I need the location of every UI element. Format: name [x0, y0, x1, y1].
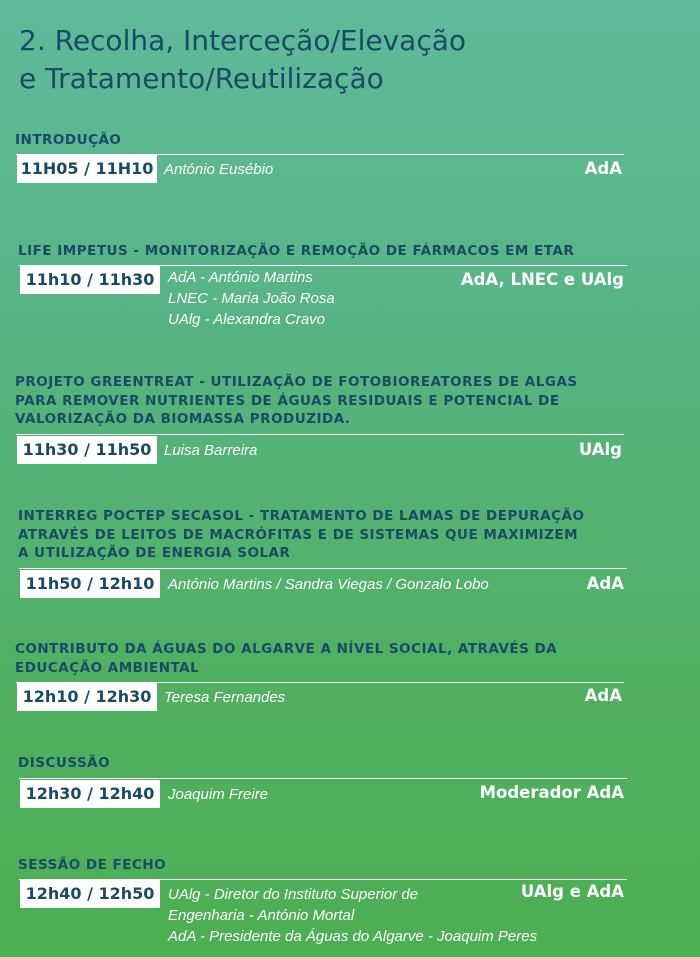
- time-slot: 11h50 / 12h10: [20, 570, 160, 598]
- speaker-list: Joaquim Freire: [168, 786, 269, 803]
- separator-line: [16, 434, 624, 435]
- organization-label: AdA: [584, 686, 622, 705]
- organization-label: AdA: [586, 574, 624, 593]
- time-slot: 12h10 / 12h30: [17, 683, 157, 711]
- session-heading: SESSÃO DE FECHO: [18, 857, 167, 873]
- speaker-list: AdA - António Martins LNEC - Maria João Rosa UAlg - Alexandra Cravo: [168, 269, 335, 328]
- page-title-line-2: e Tratamento/Reutilização: [19, 62, 384, 95]
- time-slot: 11h30 / 11h50: [17, 436, 157, 464]
- page-title: [19, 22, 466, 98]
- separator-line: [19, 778, 627, 779]
- organization-label: AdA, LNEC e UAlg: [460, 270, 624, 289]
- speaker-list: UAlg - Diretor do Instituto Superior de Engenharia - António Mortal AdA - Presidente da Águas do Algarve - Joaquim Peres: [168, 886, 538, 945]
- speaker-list: Luisa Barreira: [164, 442, 258, 459]
- session-heading: DISCUSSÃO: [18, 755, 111, 771]
- organization-label: AdA: [584, 159, 622, 178]
- page-title-line-1: 2. Recolha, Interceção/Elevação: [19, 24, 467, 57]
- session-heading: INTRODUÇÃO: [15, 132, 122, 148]
- time-slot: 11h10 / 11h30: [20, 266, 160, 294]
- speaker-list: Teresa Fernandes: [164, 689, 286, 706]
- speaker-list: António Eusébio: [164, 161, 274, 178]
- separator-line: [19, 568, 627, 569]
- session-heading: LIFE IMPETUS - MONITORIZAÇÃO E REMOÇÃO DE FÁRMACOS EM ETAR: [18, 243, 575, 259]
- session-heading: PROJETO GREENTREAT - UTILIZAÇÃO DE FOTOBIOREATORES DE ALGAS PARA REMOVER NUTRIENTES DE ÁGUAS RESIDUAIS E POTENCIAL DE VALORIZAÇÃO DA BIOMASSA PRODUZIDA.: [15, 374, 578, 427]
- organization-label: UAlg: [578, 440, 622, 459]
- organization-label: Moderador AdA: [479, 783, 624, 802]
- time-slot: 12h30 / 12h40: [20, 780, 160, 808]
- session-heading: INTERREG POCTEP SECASOL - TRATAMENTO DE LAMAS DE DEPURAÇÃO ATRAVÉS DE LEITOS DE MACRÓFITAS E DE SISTEMAS QUE MAXIMIZEM A UTILIZAÇÃO DE ENERGIA SOLAR: [18, 508, 585, 561]
- time-slot: 12h40 / 12h50: [20, 880, 160, 908]
- organization-label: UAlg e AdA: [520, 882, 624, 901]
- speaker-list: António Martins / Sandra Viegas / Gonzalo Lobo: [168, 576, 489, 593]
- session-heading: CONTRIBUTO DA ÁGUAS DO ALGARVE A NÍVEL SOCIAL, ATRAVÉS DA EDUCAÇÃO AMBIENTAL: [15, 641, 558, 676]
- time-slot: 11H05 / 11H10: [17, 155, 157, 183]
